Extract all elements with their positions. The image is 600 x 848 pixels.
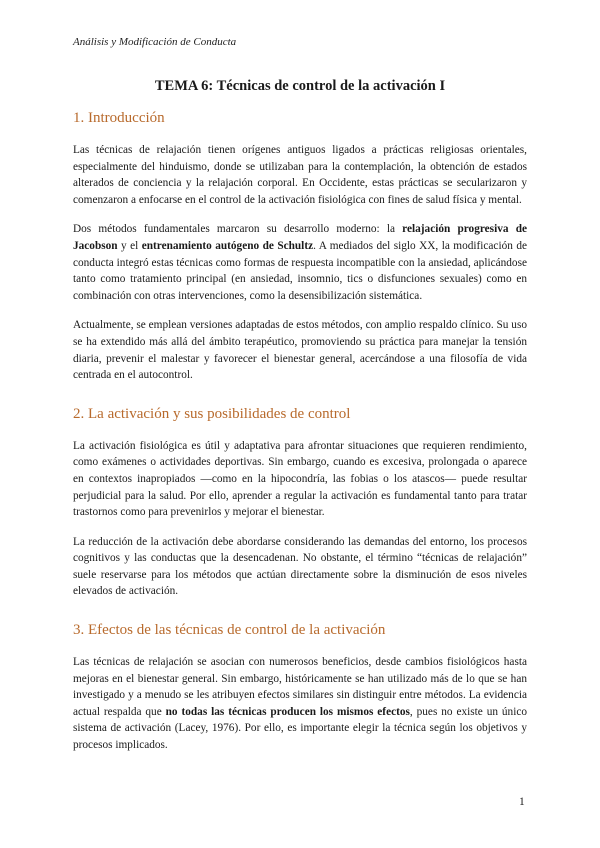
paragraph: Actualmente, se emplean versiones adaptadas de estos métodos, con amplio respaldo clínico. Su uso se ha extendido más allá del ámbito terapéutico, promoviendo su práctica para manejar la tensión diaria, prevenir el malestar y favorecer el bienestar general, acercándose a una filosofía de vida centrada en el autocontrol. [73, 319, 527, 382]
bold-term: no todas las técnicas producen los mismos efectos [165, 705, 410, 718]
section-activacion [73, 404, 527, 600]
page-number: 1 [519, 796, 525, 808]
document-title: TEMA 6: Técnicas de control de la activación I [154, 78, 446, 94]
paragraph: La reducción de la activación debe abordarse considerando las demandas del entorno, los procesos cognitivos y las conductas que la desencadenan. No obstante, el término “técnicas de relajación” suele reservarse para los métodos que actúan directamente sobre la disminución de esos niveles elevados de activación. [73, 535, 527, 598]
bold-term: relajación progresiva de Jacobson [73, 223, 527, 252]
section-heading: 2. La activación y sus posibilidades de control [73, 405, 351, 422]
bold-term: entrenamiento autógeno de Schultz [141, 239, 314, 252]
paragraph [73, 654, 527, 754]
running-header: Análisis y Modificación de Conducta [73, 36, 237, 48]
section-introduccion [73, 108, 527, 384]
text-run: , pues no existe un único sistema de activación (Lacey, 1976). Por ello, es importante elegir la técnica según los objetivos y procesos implicados. [73, 705, 527, 752]
section-efectos [73, 620, 527, 754]
document-body [73, 108, 527, 767]
text-run: y el [117, 239, 142, 252]
text-run: Las técnicas de relajación se asocian con numerosos beneficios, desde cambios fisiológicos hasta mejoras en el bienestar general. Sin embargo, históricamente se han utilizado más de lo que se han investigado y a menudo se les atribuyen efectos similares sin distinguir entre métodos. La evidencia actual respalda que [73, 656, 527, 718]
paragraph [73, 221, 527, 304]
section-heading: 3. Efectos de las técnicas de control de la activación [73, 622, 386, 639]
section-heading: 1. Introducción [73, 110, 165, 126]
paragraph: La activación fisiológica es útil y adaptativa para afrontar situaciones que requieren rendimiento, como exámenes o actividades deportivas. Sin embargo, cuando es excesiva, prolongada o aparece en contextos inapropiados —como en la hipocondría, las fobias o los atascos— puede resultar perjudicial para la salud. Por ello, aprender a regular la activación es fundamental tanto para tratar trastornos como para prevenirlos y mejorar el bienestar. [73, 439, 527, 519]
paragraph: Las técnicas de relajación tienen orígenes antiguos ligados a prácticas religiosas orientales, especialmente del hinduismo, donde se utilizaban para la contemplación, la obtención de estados alterados de conciencia y la relajación corporal. En Occidente, estas prácticas se secularizaron y comenzaron a enfocarse en el control de la activación fisiológica con fines de salud física y mental. [73, 144, 527, 206]
text-run: Dos métodos fundamentales marcaron su desarrollo moderno: la [73, 223, 403, 236]
text-run: . A mediados del siglo XX, la modificación de conducta integró estas técnicas como formas de respuesta incompatible con la ansiedad, aplicándose tanto como tratamiento principal (en ansiedad, insomnio, tics o disfunciones sexuales) como en combinación con otras intervenciones, como la desensibilización sistemática. [73, 239, 527, 302]
